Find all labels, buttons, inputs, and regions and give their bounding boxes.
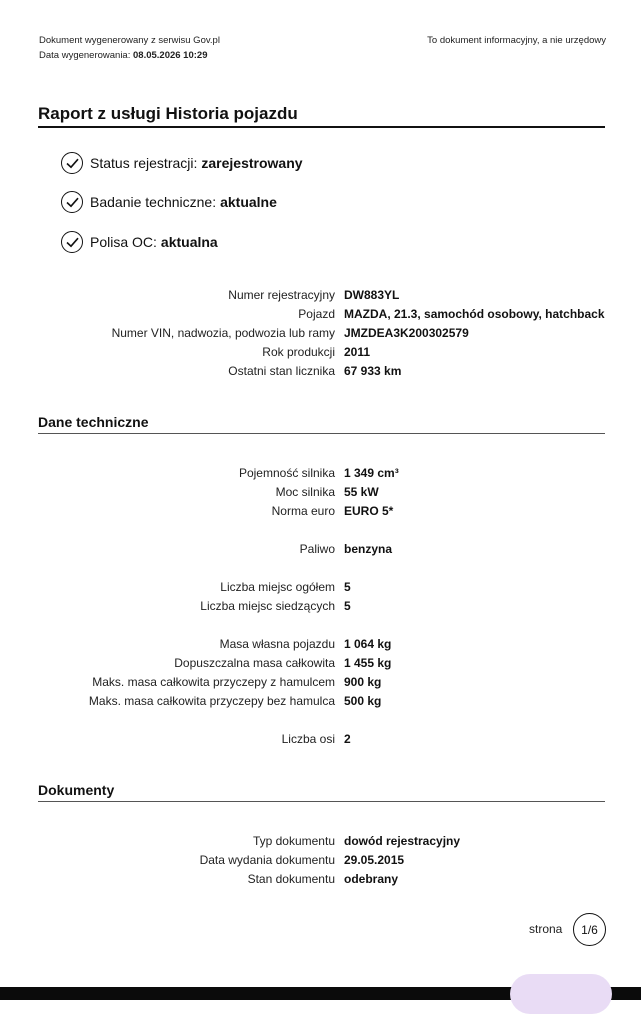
check-circle-icon <box>61 152 83 174</box>
tech-row <box>0 692 641 711</box>
generated-date <box>39 48 220 63</box>
generated-by-text: Dokument wygenerowany z serwisu Gov.pl <box>39 35 220 46</box>
disclaimer-text: To dokument informacyjny, a nie urzędowy <box>427 35 606 46</box>
check-circle-icon <box>61 231 83 253</box>
row-label: Maks. masa całkowita przyczepy z hamulcem <box>92 675 335 689</box>
page-label: strona <box>529 922 563 936</box>
row-label: Data wydania dokumentu <box>199 853 335 867</box>
status-label: Polisa OC: <box>90 234 157 250</box>
status-inspection <box>61 191 277 213</box>
row-label: Pojazd <box>298 307 335 321</box>
generated-date-value: 08.05.2026 10:29 <box>133 50 208 61</box>
row-label: Dopuszczalna masa całkowita <box>174 656 335 670</box>
floating-action-button[interactable] <box>510 974 612 1014</box>
tech-row <box>0 635 641 654</box>
row-label: Stan dokumentu <box>247 872 335 886</box>
tech-row <box>0 673 641 692</box>
row-value: dowód rejestracyjny <box>344 834 461 848</box>
tech-row <box>0 578 641 597</box>
status-value: aktualne <box>220 194 277 210</box>
row-label: Typ dokumentu <box>252 834 335 848</box>
row-label: Rok produkcji <box>262 345 335 359</box>
row-label: Liczba osi <box>281 732 335 746</box>
row-label: Liczba miejsc siedzących <box>200 599 335 613</box>
row-label: Moc silnika <box>275 485 335 499</box>
row-label: Numer VIN, nadwozia, podwozia lub ramy <box>111 326 335 340</box>
row-label: Maks. masa całkowita przyczepy bez hamulca <box>88 694 335 708</box>
tech-row <box>0 654 641 673</box>
row-value: 900 kg <box>344 675 382 689</box>
document-row <box>0 870 641 889</box>
row-value: 67 933 km <box>344 364 402 378</box>
vehicle-row-model <box>0 305 641 324</box>
tech-row <box>0 597 641 616</box>
status-value: aktualna <box>160 234 218 250</box>
row-value: odebrany <box>344 872 399 886</box>
section-title-technical: Dane techniczne <box>38 414 149 430</box>
row-value: 1 455 kg <box>344 656 392 670</box>
status-insurance <box>61 231 218 253</box>
row-label: Numer rejestracyjny <box>228 288 335 302</box>
generated-date-label: Data wygenerowania: <box>39 50 131 61</box>
row-label: Masa własna pojazdu <box>219 637 335 651</box>
status-label: Badanie techniczne: <box>90 194 217 210</box>
row-value: 500 kg <box>344 694 382 708</box>
vehicle-row-year <box>0 343 641 362</box>
row-value: 5 <box>344 580 351 594</box>
status-registration <box>61 152 303 174</box>
row-value: 1 349 cm³ <box>344 466 399 480</box>
row-label: Paliwo <box>299 542 335 556</box>
page-indicator: 1/6 <box>573 913 606 946</box>
report-title: Raport z usługi Historia pojazdu <box>38 104 298 123</box>
row-value: JMZDEA3K200302579 <box>344 326 469 340</box>
vehicle-row-vin <box>0 324 641 343</box>
check-circle-icon <box>61 191 83 213</box>
document-row <box>0 832 641 851</box>
section-divider <box>38 433 605 434</box>
row-value: 1 064 kg <box>344 637 392 651</box>
tech-row <box>0 730 641 749</box>
tech-row <box>0 540 641 559</box>
row-value: MAZDA, 21.3, samochód osobowy, hatchback <box>344 307 605 321</box>
row-label: Norma euro <box>271 504 335 518</box>
row-label: Liczba miejsc ogółem <box>220 580 335 594</box>
status-value: zarejestrowany <box>201 155 303 171</box>
row-label: Ostatni stan licznika <box>228 364 335 378</box>
tech-row <box>0 483 641 502</box>
document-row <box>0 851 641 870</box>
row-value: benzyna <box>344 542 393 556</box>
row-value: EURO 5* <box>344 504 394 518</box>
section-title-documents: Dokumenty <box>38 782 115 798</box>
row-value: 55 kW <box>344 485 379 499</box>
tech-row <box>0 502 641 521</box>
row-value: DW883YL <box>344 288 400 302</box>
row-value: 2 <box>344 732 351 746</box>
row-label: Pojemność silnika <box>238 466 335 480</box>
row-value: 5 <box>344 599 351 613</box>
status-label: Status rejestracji: <box>90 155 198 171</box>
section-divider <box>38 801 605 802</box>
row-value: 29.05.2015 <box>344 853 405 867</box>
tech-row <box>0 464 641 483</box>
document-header-left <box>39 33 220 63</box>
row-value: 2011 <box>344 345 371 359</box>
title-divider <box>38 126 605 128</box>
vehicle-row-odometer <box>0 362 641 381</box>
vehicle-row-registration <box>0 286 641 305</box>
